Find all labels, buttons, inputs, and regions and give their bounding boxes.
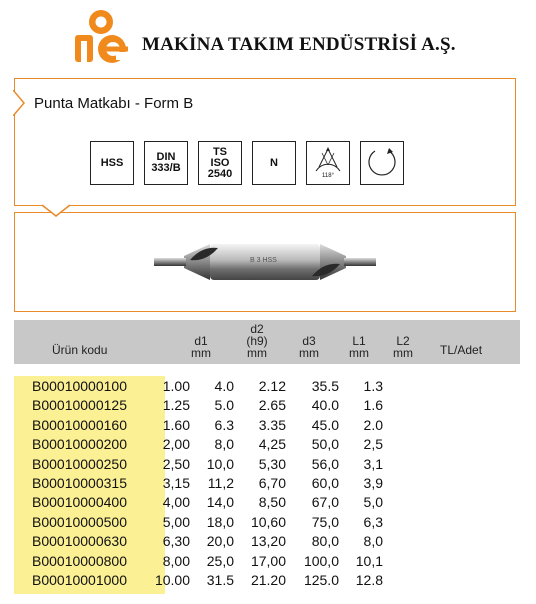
cell-l1: 35.5 — [311, 378, 339, 394]
cell-d2: 20,0 — [206, 533, 234, 550]
cell-d1: 1.60 — [162, 416, 190, 433]
cell-l2: 12.8 — [355, 572, 383, 588]
col-header-product-code: Ürün kodu — [52, 343, 108, 357]
spec-din-333b: DIN 333/B — [144, 141, 188, 185]
cell-d3: 6,70 — [258, 475, 286, 491]
table-row — [0, 513, 536, 531]
cell-d3: 17,00 — [250, 552, 286, 569]
cell-l1: 100,0 — [303, 552, 339, 569]
point-angle-icon — [306, 141, 350, 185]
point-angle-label: 118° — [322, 173, 334, 179]
cell-l2: 2,5 — [363, 436, 383, 453]
cell-d2: 25,0 — [206, 552, 234, 569]
cell-d2: 6.3 — [214, 416, 234, 433]
drill-marking: B 3 HSS — [250, 257, 277, 264]
col-header-l2: L2 mm — [393, 334, 413, 360]
cell-d3: 21.20 — [250, 572, 286, 588]
spec-ts-iso-2540: TS ISO 2540 — [198, 141, 242, 185]
table-row — [0, 455, 536, 473]
col-header-l1: L1 mm — [349, 334, 369, 360]
panel-notch-left — [13, 90, 27, 116]
rotation-icon — [360, 141, 404, 185]
cell-l2: 1.3 — [363, 378, 383, 394]
center-drill-image — [150, 226, 380, 300]
cell-code: B00010000400 — [32, 494, 127, 511]
cell-d3: 5,30 — [258, 455, 286, 472]
cell-code: B00010000160 — [32, 416, 127, 433]
col-header-d2: d2 (h9) mm — [246, 322, 268, 360]
cell-code: B00010000500 — [32, 513, 127, 530]
spec-hss: HSS — [90, 141, 134, 185]
cell-d3: 10,60 — [250, 513, 286, 530]
cell-code: B00010001000 — [32, 572, 127, 588]
table-row — [0, 474, 536, 492]
col-header-d3: d3 mm — [299, 334, 319, 360]
cell-l1: 60,0 — [311, 475, 339, 491]
cell-d3: 8,50 — [258, 494, 286, 511]
cell-l2: 1.6 — [363, 397, 383, 414]
cell-code: B00010000100 — [32, 378, 127, 394]
table-row — [0, 416, 536, 434]
cell-d1: 6,30 — [162, 533, 190, 550]
panel-notch-top — [42, 204, 70, 218]
cell-l1: 56,0 — [311, 455, 339, 472]
cell-l2: 10,1 — [355, 552, 383, 569]
cell-d2: 5.0 — [214, 397, 234, 414]
rotation-drawing — [362, 143, 402, 183]
cell-d1: 4,00 — [162, 494, 190, 511]
cell-l1: 67,0 — [311, 494, 339, 511]
cell-l2: 3,9 — [363, 475, 383, 491]
cell-d1: 2,00 — [162, 436, 190, 453]
cell-code: B00010000125 — [32, 397, 127, 414]
cell-code: B00010000800 — [32, 552, 127, 569]
company-name: MAKİNA TAKIM ENDÜSTRİSİ A.Ş. — [142, 34, 456, 55]
cell-l1: 80,0 — [311, 533, 339, 550]
product-title: Punta Matkabı - Form B — [34, 95, 194, 112]
table-row — [0, 493, 536, 511]
cell-code: B00010000630 — [32, 533, 127, 550]
cell-d2: 14,0 — [206, 494, 234, 511]
cell-d2: 10,0 — [206, 455, 234, 472]
cell-d3: 4,25 — [258, 436, 286, 453]
cell-l1: 125.0 — [303, 572, 339, 588]
cell-d1: 2,50 — [162, 455, 190, 472]
table-row — [0, 552, 536, 570]
cell-d2: 8,0 — [214, 436, 234, 453]
cell-l1: 45.0 — [311, 416, 339, 433]
cell-d1: 1.25 — [162, 397, 190, 414]
cell-d2: 18,0 — [206, 513, 234, 530]
col-header-tl-adet: TL/Adet — [440, 343, 483, 357]
cell-l2: 5,0 — [363, 494, 383, 511]
cell-d1: 8,00 — [162, 552, 190, 569]
table-row — [0, 435, 536, 453]
cell-d2: 4.0 — [214, 378, 234, 394]
cell-d2: 31.5 — [206, 572, 234, 588]
cell-d3: 3.35 — [258, 416, 286, 433]
company-logo — [72, 8, 130, 64]
table-row — [0, 377, 536, 395]
cell-d1: 1.00 — [162, 378, 190, 394]
cell-l2: 3,1 — [363, 455, 383, 472]
cell-d3: 2.65 — [258, 397, 286, 414]
cell-code: B00010000315 — [32, 475, 127, 491]
table-row — [0, 532, 536, 550]
table-row — [0, 396, 536, 414]
spec-type-n: N — [252, 141, 296, 185]
cell-l2: 6,3 — [363, 513, 383, 530]
cell-code: B00010000250 — [32, 455, 127, 472]
cell-d1: 10.00 — [154, 572, 190, 588]
table-row — [0, 571, 536, 589]
cell-d1: 3,15 — [162, 475, 190, 491]
cell-d2: 11,2 — [207, 475, 234, 491]
cell-d3: 2.12 — [258, 378, 286, 394]
cell-d1: 5,00 — [162, 513, 190, 530]
cell-l2: 2.0 — [363, 416, 383, 433]
col-header-d1: d1 mm — [191, 334, 211, 360]
cell-d3: 13,20 — [250, 533, 286, 550]
cell-l1: 50,0 — [311, 436, 339, 453]
cell-code: B00010000200 — [32, 436, 127, 453]
cell-l2: 8,0 — [363, 533, 383, 550]
cell-l1: 75,0 — [311, 513, 339, 530]
cell-l1: 40.0 — [311, 397, 339, 414]
